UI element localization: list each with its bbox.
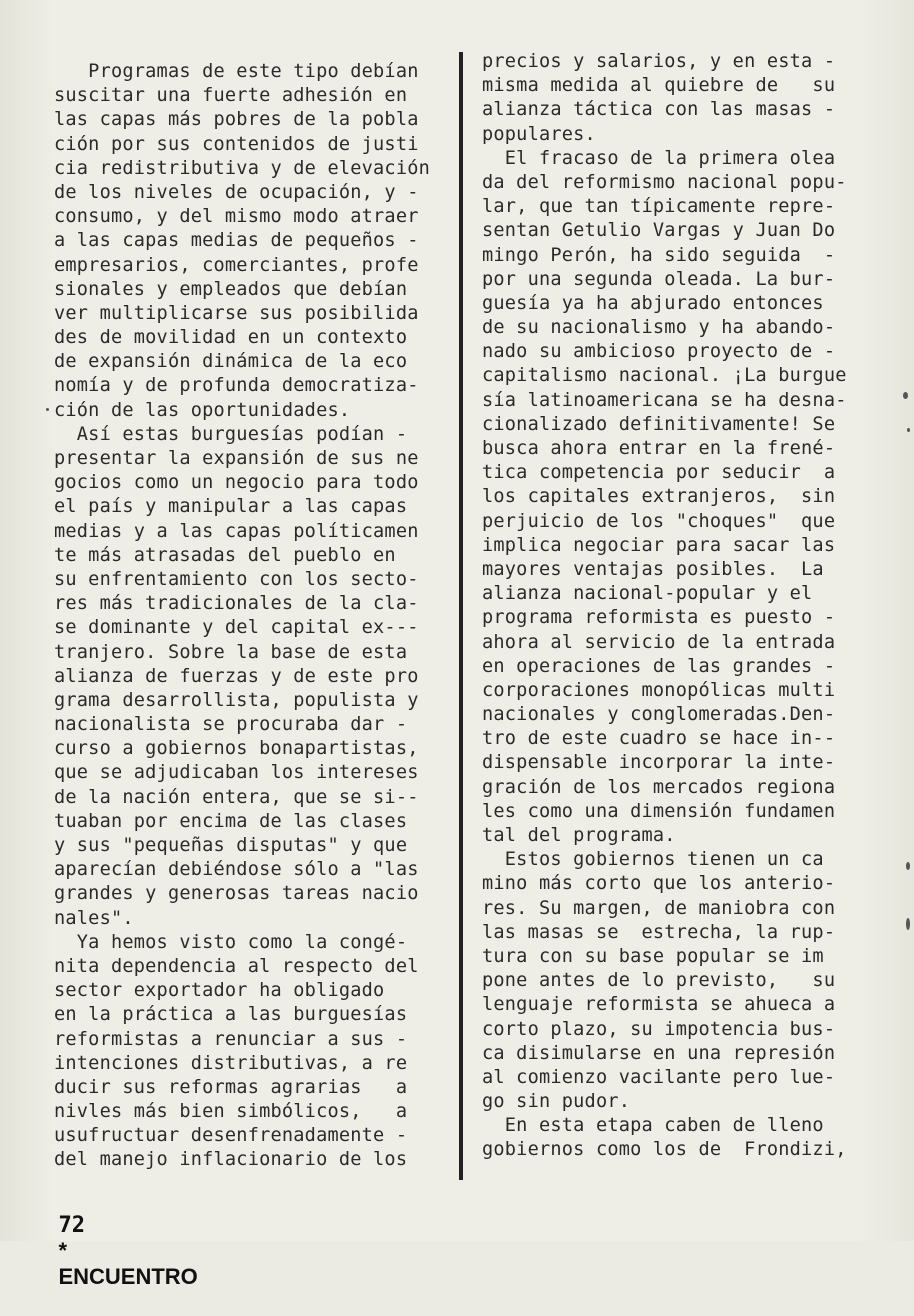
left-column-text-line: aparecían debiéndose sólo a "las [54,859,419,881]
left-column-text-line: intenciones distributivas, a re [54,1052,408,1074]
right-column-text-line: lenguaje reformista se ahueca a [482,994,836,1016]
right-column-text-line: misma medida al quiebre de su [482,75,836,97]
left-column-text-line: ducir sus reformas agrarias a [54,1076,408,1098]
left-column-text-line: se dominante y del capital ex--- [54,617,419,639]
page-footer [34,1186,198,1316]
right-column-text-line: da del reformismo nacional popu- [482,171,847,193]
right-column-text-line: al comienzo vacilante pero lue- [482,1066,836,1088]
right-column-text-line: los capitales extranjeros, sin [482,486,836,508]
left-column-text-line: empresarios, comerciantes, profe [54,254,419,276]
left-column-text-line: res más tradicionales de la cla- [54,593,419,615]
right-column-text-line: corto plazo, su impotencia bus- [482,1018,836,1040]
right-column-text-line: por una segunda oleada. La bur- [482,268,836,290]
left-column-text-line: grandes y generosas tareas nacio [54,883,419,905]
right-column-text-line: pone antes de lo previsto, su [482,970,836,992]
right-column-text-line: dispensable incorporar la inte- [482,752,836,774]
column-divider-rule [459,52,463,1180]
left-column-text-line: Programas de este tipo debían [54,61,419,82]
left-column-text-line: Ya hemos visto como la congé- [54,931,408,953]
left-column-text-line: sector exportador ha obligado [54,980,385,1002]
left-text-column [54,50,450,1173]
footer-separator: * [58,1238,68,1263]
right-column-text-line: gración de los mercados regiona [482,776,836,798]
right-column-text-line: les como una dimensión fundamen [482,800,836,822]
right-column-text-line: tal del programa. [482,825,676,846]
left-column-text-line: presentar la expansión de sus ne [54,448,419,469]
left-column-text-line: en la práctica a las burguesías [54,1004,408,1026]
left-column-text-line: consumo, y del mismo modo atraer [54,206,419,228]
left-column-text-line: nivles más bien simbólicos, a [54,1101,408,1123]
left-column-text-line: y sus "pequeñas disputas" y que [54,835,408,856]
right-column-text-line: go sin pudor. [482,1091,631,1113]
left-column-text-line: sionales y empleados que debían [54,278,408,300]
left-column-text-line: de la nación entera, que se si-- [54,786,419,808]
right-column-text-line: populares. [482,123,596,145]
left-column-text-line: nales". [54,907,134,929]
left-column-text-line: ción de las oportunidades. [54,399,351,421]
right-column-text-line: alianza nacional-popular y el [482,583,813,605]
left-column-text-line: nomía y de profunda democratiza- [54,375,419,397]
left-column-text-line: gocios como un negocio para todo [54,472,419,494]
left-column-text-line: reformistas a renunciar a sus - [54,1028,408,1050]
right-column-text-line: mino más corto que los anterio- [482,873,836,895]
left-column-text-line: medias y a las capas políticamen [54,520,419,542]
left-column-text-line: tranjero. Sobre la base de esta [54,641,408,663]
left-column-text-line: tuaban por encima de las clases [54,810,408,832]
left-column-text-line: ción por sus contenidos de justi [54,133,419,155]
right-text-column [482,50,874,1163]
right-column-text-line: de su nacionalismo y ha abando- [482,317,836,339]
left-column-text-line: curso a gobiernos bonapartistas, [54,738,419,760]
left-column-text-line: del manejo inflacionario de los [54,1149,408,1171]
right-column-text-line: lar, que tan típicamente repre- [482,196,836,218]
right-column-text-line: guesía ya ha abjurado entonces [482,292,824,314]
right-column-text-line: res. Su margen, de maniobra con [482,897,836,919]
right-column-text-line: El fracaso de la primera olea [482,147,836,169]
right-column-text-line: mingo Perón, ha sido seguida - [482,244,836,266]
left-column-text-line: ver multiplicarse sus posibilida [54,302,419,324]
right-column-text-line: tura con su base popular se im [482,945,824,967]
right-column-text-line: nado su ambicioso proyecto de - [482,341,836,363]
right-column-text-line: gobiernos como los de Frondizi, [482,1139,847,1161]
right-column-text-line: programa reformista es puesto - [482,607,836,629]
publication-name: ENCUENTRO [58,1264,198,1289]
right-column-text-line: en operaciones de las grandes - [482,655,836,677]
right-column-text-line: ahora al servicio de la entrada [482,631,836,653]
right-column-text-line: precios y salarios, y en esta - [482,51,836,72]
right-column-text-line: busca ahora entrar en la frené- [482,438,836,459]
left-column-text-line: que se adjudicaban los intereses [54,762,419,784]
left-column-text-line: nacionalista se procuraba dar - [54,714,408,736]
right-column-text-line: Estos gobiernos tienen un ca [482,849,824,871]
left-column-text-line: su enfrentamiento con los secto- [54,568,419,590]
right-column-text-line: ca disimularse en una represión [482,1042,836,1064]
page-number: 72 [58,1213,85,1238]
left-column-text-line: las capas más pobres de la pobla [54,109,419,131]
right-column-text-line: alianza táctica con las masas - [482,99,836,121]
left-column-text-line: Así estas burguesías podían - [54,423,408,445]
right-column-text-line: sentan Getulio Vargas y Juan Do [482,220,836,242]
left-column-text-line: grama desarrollista, populista y [54,689,419,711]
right-column-text-line: tica competencia por seducir a [482,462,836,484]
right-column-text-line: las masas se estrecha, la rup- [482,921,836,943]
right-column-text-line: corporaciones monopólicas multi [482,679,836,701]
left-column-text-line: nita dependencia al respecto del [54,955,419,977]
right-column-text-line: sía latinoamericana se ha desna- [482,389,847,411]
left-column-text-line: de los niveles de ocupación, y - [54,181,419,203]
left-column-text-line: de expansión dinámica de la eco [54,351,408,373]
right-column-text-line: tro de este cuadro se hace in-- [482,728,836,750]
right-column-text-line: capitalismo nacional. ¡La burgue [482,365,847,387]
left-column-text-line: des de movilidad en un contexto [54,327,408,349]
left-column-text-line: el país y manipular a las capas [54,496,408,518]
left-column-text-line: a las capas medias de pequeños - [54,230,419,252]
right-column-text-line: En esta etapa caben de lleno [482,1115,824,1137]
right-column-text-line: mayores ventajas posibles. La [482,558,824,580]
left-column-text-line: alianza de fuerzas y de este pro [54,665,419,687]
left-column-text-line: suscitar una fuerte adhesión en [54,85,408,107]
right-column-text-line: implica negociar para sacar las [482,534,836,556]
left-column-text-line: usufructuar desenfrenadamente - [54,1125,408,1147]
left-column-text-line: cia redistributiva y de elevación [54,157,431,179]
right-column-text-line: perjuicio de los "choques" que [482,510,836,532]
left-column-text-line: te más atrasadas del pueblo en [54,544,396,566]
right-column-text-line: cionalizado definitivamente! Se [482,413,836,435]
right-column-text-line: nacionales y conglomeradas.Den- [482,704,836,726]
